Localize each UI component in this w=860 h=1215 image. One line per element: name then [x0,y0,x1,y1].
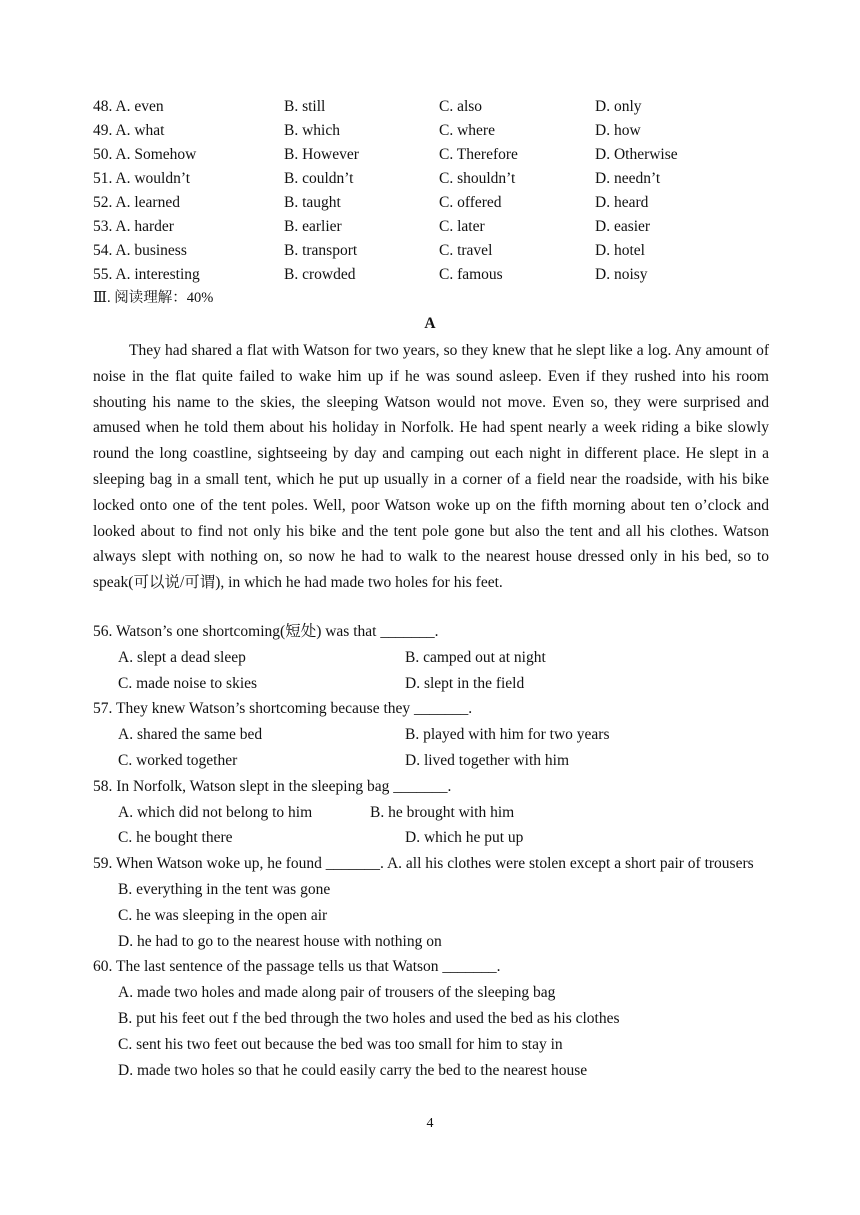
option-d: D. heard [595,194,649,211]
option-a: 50. A. Somehow [93,146,197,163]
option-c: C. he was sleeping in the open air [118,906,328,924]
option-b: B. However [284,146,359,163]
question-stem: 58. In Norfolk, Watson slept in the sleeping bag _______. [93,777,452,795]
option-row [93,645,769,671]
option-a: 52. A. learned [93,194,180,211]
questions-block [93,619,769,1083]
option-c: C. worked together [118,751,238,769]
option-d: D. which he put up [405,829,524,847]
option-row [93,748,769,774]
option-d: D. made two holes so that he could easily carry the bed to the nearest house [118,1061,588,1079]
option-b: B. which [284,122,340,139]
option-c: C. famous [439,266,503,283]
option-a: 48. A. even [93,98,164,115]
page-number: 4 [426,1116,434,1131]
question-stem: 56. Watson’s one shortcoming(短处) was that _______. [93,623,439,640]
option-c: C. sent his two feet out because the bed was too small for him to stay in [118,1035,563,1053]
cloze-row-52 [93,191,773,215]
option-a: 49. A. what [93,122,165,139]
cloze-row-53 [93,215,773,239]
option-a: A. shared the same bed [118,726,263,744]
section-heading: Ⅲ. 阅读理解：40% [93,290,214,306]
option-a: A. which did not belong to him [118,803,313,821]
option-b: B. couldn’t [284,170,354,187]
option-c: C. made noise to skies [118,674,258,692]
option-d: D. how [595,122,641,139]
option-c: C. he bought there [118,829,233,847]
option-row [93,671,769,697]
cloze-row-48 [93,95,773,119]
option-b: B. everything in the tent was gone [118,880,331,898]
option-b: B. put his feet out f the bed through the two holes and used the bed as his clothes [118,1009,620,1027]
option-b: B. he brought with him [370,803,515,821]
option-b: B. earlier [284,218,342,235]
option-a: A. slept a dead sleep [118,648,246,666]
option-c: C. Therefore [439,146,518,163]
cloze-row-55 [93,263,773,287]
passage-title: A [424,315,436,332]
cloze-row-49 [93,119,773,143]
option-c: C. travel [439,242,493,259]
option-b: B. crowded [284,266,356,283]
option-d: D. only [595,98,642,115]
option-d: D. noisy [595,266,648,283]
cloze-row-51 [93,167,773,191]
option-a: 54. A. business [93,242,187,259]
option-a: 51. A. wouldn’t [93,170,191,187]
cloze-row-54 [93,239,773,263]
option-d: D. needn’t [595,170,661,187]
option-c: C. where [439,122,495,139]
question-stem: 57. They knew Watson’s shortcoming because they _______. [93,700,473,718]
cloze-options-block [93,95,773,287]
option-row [93,722,769,748]
option-c: C. also [439,98,483,115]
option-a: 53. A. harder [93,218,174,235]
question-stem: 60. The last sentence of the passage tells us that Watson _______. [93,958,501,976]
option-b: B. still [284,98,326,115]
option-a: 55. A. interesting [93,266,200,283]
option-a: A. made two holes and made along pair of trousers of the sleeping bag [118,984,556,1002]
option-b: B. taught [284,194,341,211]
option-d: D. he had to go to the nearest house with nothing on [118,932,442,950]
option-b: B. transport [284,242,358,259]
option-row [93,800,769,826]
passage-text: They had shared a flat with Watson for two years, so they knew that he slept like a log. Any amount of noise in the flat quite failed to wake him up if he was sound asleep. Even if they rushed into his room shouting his name to the skies, the sleeping Watson would not move. Even so, they were surprised and amused when he told them about his holiday in Norfolk. He had spent nearly a week riding a bike slowly round the long coastline, sightseeing by day and camping out each night in different place. He slept in a sleeping bag in a small tent, which he put up usually in a corner of a field near the roadside, with his bike locked onto one of the tent poles. Well, poor Watson woke up on the fifth morning about ten o’clock and looked about to find not only his bike and the tent pole gone but also the tent and all his clothes. Watson always slept with nothing on, so now he had to walk to the nearest house dressed only in his bed, so to speak(可以说/可谓), in which he had made two holes for his feet. [93,342,769,592]
option-b: B. played with him for two years [405,726,610,744]
question-stem: 59. When Watson woke up, he found _______. A. all his clothes were stolen except a short pair of trousers [93,855,754,873]
option-d: D. lived together with him [405,751,570,769]
option-c: C. later [439,218,485,235]
option-b: B. camped out at night [405,648,546,666]
option-c: C. offered [439,194,502,211]
option-d: D. easier [595,218,651,235]
option-c: C. shouldn’t [439,170,516,187]
option-row [93,825,769,851]
option-d: D. Otherwise [595,146,678,163]
cloze-row-50 [93,143,773,167]
option-d: D. slept in the field [405,674,525,692]
option-d: D. hotel [595,242,645,259]
